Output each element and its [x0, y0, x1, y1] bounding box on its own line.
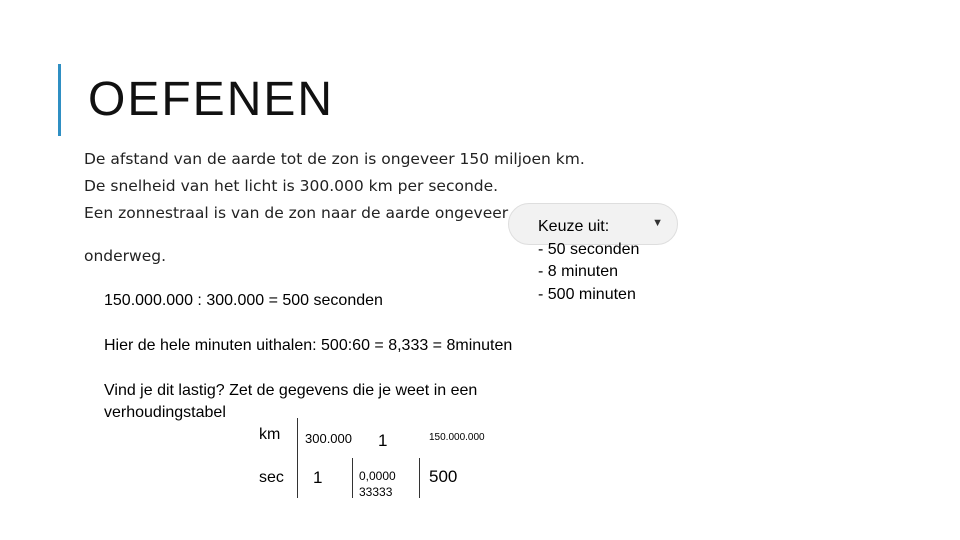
- choice-item: - 8 minuten: [538, 263, 619, 280]
- table-divider-vertical: [352, 458, 353, 498]
- table-cell: 0,0000: [359, 469, 396, 483]
- table-cell: 1: [378, 431, 388, 450]
- table-cell: 33333: [359, 485, 393, 499]
- question-line-2: De snelheid van het licht is 300.000 km per seconde.: [84, 177, 499, 195]
- question-line-3: Een zonnestraal is van de zon naar de aarde ongeveer: [84, 204, 509, 222]
- chevron-down-icon: ▼: [652, 217, 663, 229]
- table-cell: 500: [429, 467, 458, 486]
- calculation-line: 150.000.000 : 300.000 = 500 seconden: [104, 292, 383, 309]
- choices-header: Keuze uit:: [538, 218, 610, 235]
- table-cell: 300.000: [305, 431, 352, 446]
- title-accent-bar: [58, 64, 61, 136]
- question-line-1: De afstand van de aarde tot de zon is ongeveer 150 miljoen km.: [84, 150, 585, 168]
- hint-line-2: verhoudingstabel: [104, 404, 226, 421]
- table-cell: 1: [313, 468, 323, 487]
- minutes-line: Hier de hele minuten uithalen: 500:60 = 8,333 = 8minuten: [104, 337, 513, 354]
- table-cell: 150.000.000: [429, 432, 485, 443]
- hint-line-1: Vind je dit lastig? Zet de gegevens die je weet in een: [104, 382, 478, 399]
- table-divider-vertical: [419, 458, 420, 498]
- question-line-4: onderweg.: [84, 247, 167, 265]
- row-label-km: km: [259, 426, 281, 443]
- page-title: OEFENEN: [88, 73, 335, 126]
- choices-list: [538, 216, 639, 306]
- table-divider-vertical: [297, 418, 298, 498]
- row-label-sec: sec: [259, 469, 284, 486]
- choice-item: - 500 minuten: [538, 285, 636, 303]
- choice-item: - 50 seconden: [538, 240, 640, 258]
